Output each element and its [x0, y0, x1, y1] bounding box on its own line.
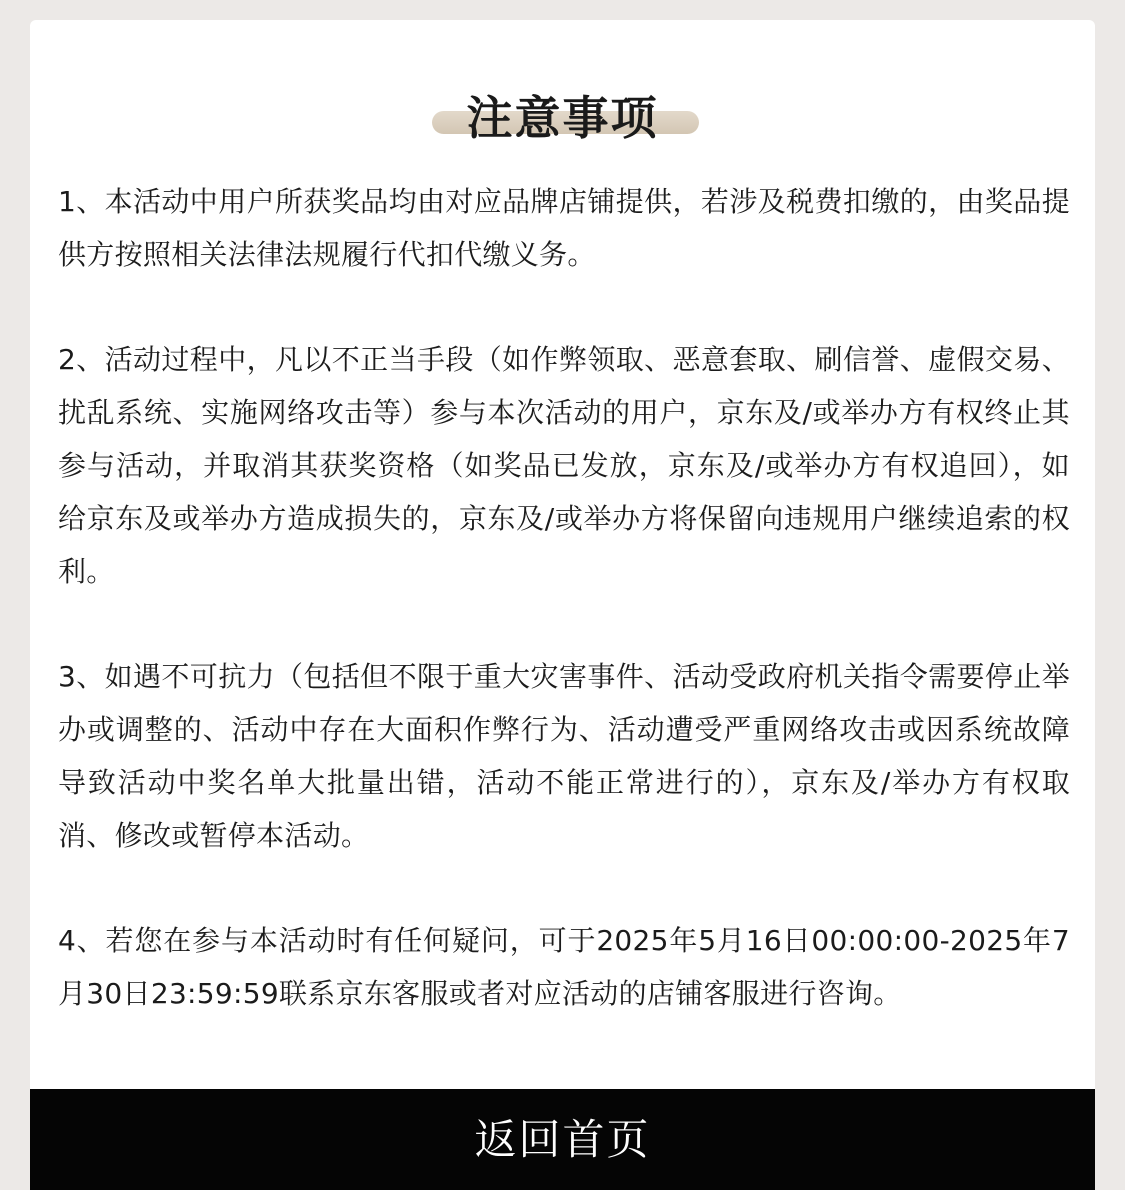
notice-list [58, 175, 1070, 1072]
notice-item-2: 2、活动过程中，凡以不正当手段（如作弊领取、恶意套取、刷信誉、虚假交易、扰乱系统、实施网络攻击等）参与本次活动的用户，京东及/或举办方有权终止其参与活动，并取消其获奖资格（如奖品已发放，京东及/或举办方有权追回），如给京东及或举办方造成损失的，京东及/或举办方将保留向违规用户继续追索的权利。 [58, 343, 1070, 588]
notice-item-1: 1、本活动中用户所获奖品均由对应品牌店铺提供，若涉及税费扣缴的，由奖品提供方按照相关法律法规履行代扣代缴义务。 [58, 185, 1070, 271]
title-container [30, 88, 1095, 148]
page-title: 注意事项 [466, 91, 659, 145]
notice-item-3: 3、如遇不可抗力（包括但不限于重大灾害事件、活动受政府机关指令需要停止举办或调整的、活动中存在大面积作弊行为、活动遭受严重网络攻击或因系统故障导致活动中奖名单大批量出错，活动不能正常进行的），京东及/举办方有权取消、修改或暂停本活动。 [58, 660, 1070, 852]
back-to-home-button[interactable]: 返回首页 [30, 1089, 1095, 1190]
notice-item-4: 4、若您在参与本活动时有任何疑问，可于2025年5月16日00:00:00-2025年7月30日23:59:59联系京东客服或者对应活动的店铺客服进行咨询。 [58, 924, 1070, 1010]
notice-card [30, 20, 1095, 1190]
